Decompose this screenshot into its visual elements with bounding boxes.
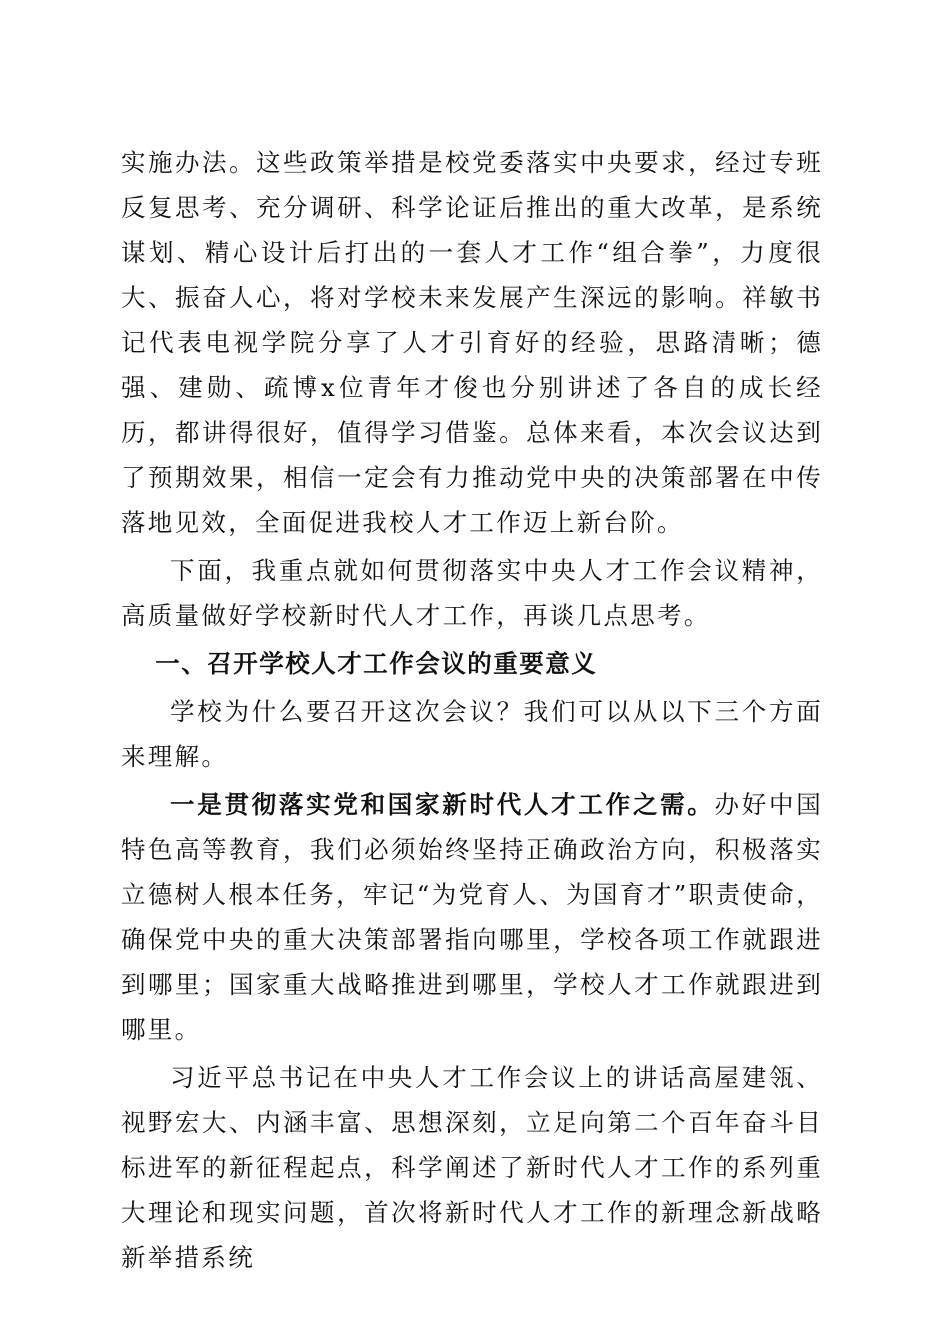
paragraph-speech: 习近平总书记在中央人才工作会议上的讲话高屋建瓴、视野宏大、内涵丰富、思想深刻，立足向第二个百年奋斗目标进军的新征程起点，科学阐述了新时代人才工作的系列重大理论和现实问题，首次将新时代人才工作的新理念新战略新举措系统 [121, 1063, 823, 1272]
section-heading: 一、召开学校人才工作会议的重要意义 [155, 649, 598, 678]
document-body [121, 140, 823, 1283]
paragraph-continuation: 实施办法。这些政策举措是校党委落实中央要求，经过专班反复思考、充分调研、科学论证后推出的重大改革，是系统谋划、精心设计后打出的一套人才工作“组合拳”，力度很大、振奋人心，将对学校未来发展产生深远的影响。祥敏书记代表电视学院分享了人才引育好的经验，思路清晰；德强、建勋、疏博x位青年才俊也分别讲述了各自的成长经历，都讲得很好，值得学习借鉴。总体来看，本次会议达到了预期效果，相信一定会有力推动党中央的决策部署在中传落地见效，全面促进我校人才工作迈上新台阶。 [121, 148, 823, 537]
paragraph-point-one-text: 办好中国特色高等教育，我们必须始终坚持正确政治方向，积极落实立德树人根本任务，牢记“为党育人、为国育才”职责使命，确保党中央的重大决策部署指向哪里，学校各项工作就跟进到哪里；国家重大战略推进到哪里，学校人才工作就跟进到哪里。 [121, 790, 824, 1044]
paragraph-question: 学校为什么要召开这次会议？我们可以从以下三个方面来理解。 [121, 697, 823, 771]
paragraph-point-one [121, 782, 823, 1052]
paragraph-intro: 下面，我重点就如何贯彻落实中央人才工作会议精神，高质量做好学校新时代人才工作，再谈几点思考。 [121, 556, 823, 630]
paragraph-lead: 一是贯彻落实党和国家新时代人才工作之需。 [170, 790, 715, 819]
